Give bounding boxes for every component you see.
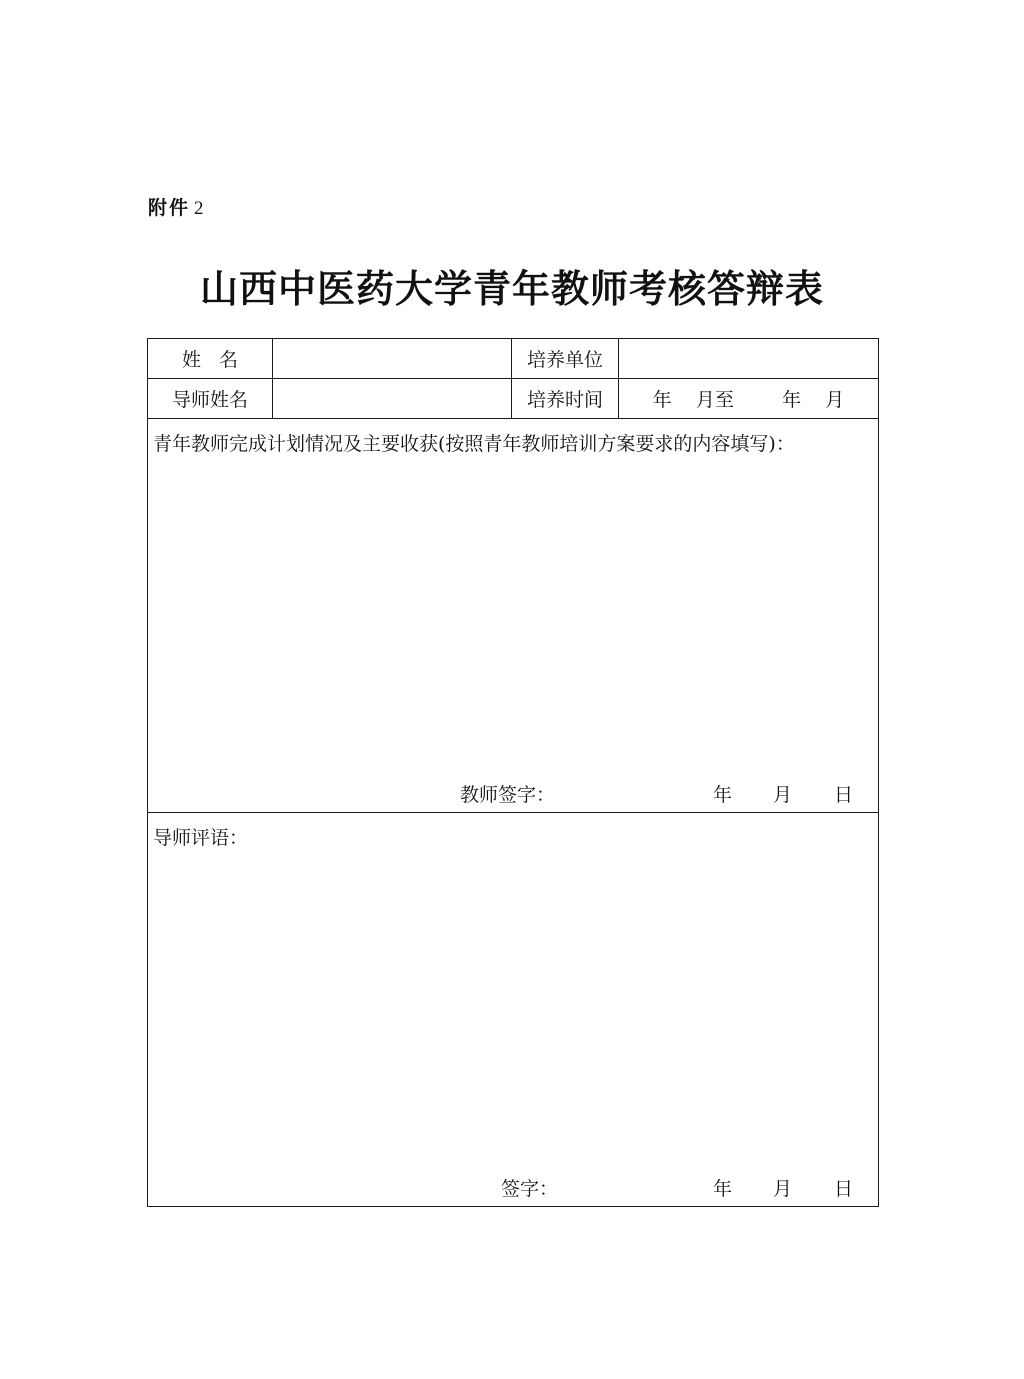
mentor-signature-label: 签字： xyxy=(501,1178,559,1200)
name-value-cell[interactable] xyxy=(273,339,512,379)
form-row-mentor-comment xyxy=(148,813,879,1207)
comment-date-year: 年 xyxy=(713,1178,733,1200)
form-row-mentor xyxy=(148,379,879,419)
summary-heading: 青年教师完成计划情况及主要收获(按照青年教师培训方案要求的内容填写)： xyxy=(153,433,795,455)
teacher-signature-label: 教师签字： xyxy=(460,784,556,806)
mentor-comment-cell[interactable] xyxy=(148,813,879,1207)
form-row-name xyxy=(148,339,879,379)
mentor-name-label: 导师姓名 xyxy=(148,379,273,419)
training-period-value[interactable]: 年 月至 年 月 xyxy=(619,379,879,419)
mentor-comment-heading: 导师评语： xyxy=(153,827,249,849)
teacher-signature-row xyxy=(148,780,878,806)
summary-date-day: 日 xyxy=(834,784,854,806)
name-label: 姓名 xyxy=(181,349,256,371)
training-period-label: 培养时间 xyxy=(512,379,619,419)
page-title: 山西中医药大学青年教师考核答辩表 xyxy=(199,266,824,311)
attachment-text: 附件 xyxy=(148,197,191,219)
comment-date-day: 日 xyxy=(834,1178,854,1200)
name-label-cell xyxy=(148,339,273,379)
summary-date-month: 月 xyxy=(773,784,793,806)
attachment-number: 2 xyxy=(194,198,206,219)
form-row-summary xyxy=(148,419,879,813)
unit-label: 培养单位 xyxy=(512,339,619,379)
unit-value-cell[interactable] xyxy=(619,339,879,379)
mentor-name-value-cell[interactable] xyxy=(273,379,512,419)
attachment-label xyxy=(148,193,206,220)
summary-cell[interactable] xyxy=(148,419,879,813)
comment-date-month: 月 xyxy=(773,1178,793,1200)
evaluation-form-table xyxy=(147,338,879,1207)
mentor-signature-row xyxy=(148,1174,878,1200)
summary-date-year: 年 xyxy=(713,784,733,806)
